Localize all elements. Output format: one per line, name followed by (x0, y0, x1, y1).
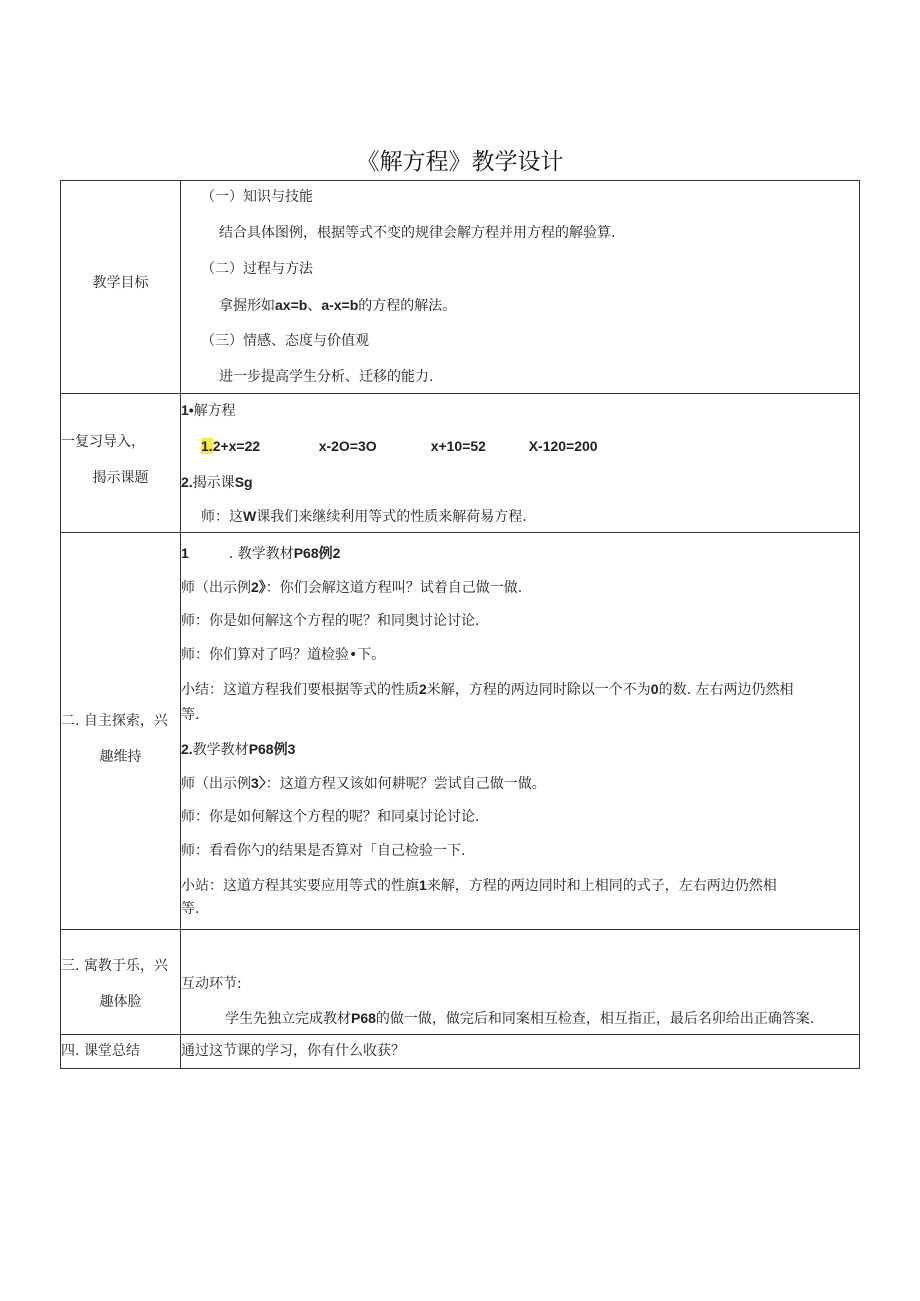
label-review-intro: 一复习导入， 揭示课题 (61, 394, 181, 533)
label-fun-learning: 三. 寓教于乐，兴 趣体脸 (61, 930, 181, 1035)
content-self-exploration (181, 533, 860, 930)
goal-text-2: 拿握形如ax=b、a-x=b的方程的解法。 (219, 297, 457, 314)
explore-line: 2.教学教材P68例3 (181, 741, 296, 758)
goal-heading-1: （一）知识与技能 (201, 189, 313, 205)
document-title: 《解方程》教学设计 (356, 149, 564, 175)
review-line-4: 师：这W课我们来继续利用等式的性质来解荷易方程. (201, 508, 527, 525)
equation: X-120=200 (528, 438, 598, 454)
goal-text-1: 结合具体图例，根据等式不变的规律会解方程并用方程的解验算. (219, 225, 616, 241)
explore-line: 师：你们算对了吗？道检验•下。 (181, 647, 386, 663)
explore-line: 师：你是如何解这个方程的呢？和同奥讨论讨论. (181, 613, 480, 629)
content-teaching-goals (181, 181, 860, 394)
label-teaching-goals: 教学目标 (61, 181, 181, 394)
row-review-intro (61, 394, 860, 533)
label-self-exploration: 二. 自主探索，兴 趣维持 (61, 533, 181, 930)
row-class-summary (61, 1035, 860, 1069)
explore-line: 师（出示例2》：你们会解这道方程叫？试着自己做一做. (181, 579, 523, 596)
equation: x+10=52 (430, 438, 486, 454)
goal-heading-3: （三）情感、态度与价值观 (201, 333, 369, 349)
equation-marker: 1. (201, 438, 213, 454)
explore-line: 1 . 教学教材P68例2 (181, 545, 341, 562)
review-line-3: 2.揭示课Sg (181, 474, 253, 491)
review-line-1: 1•解方程 (181, 402, 236, 419)
row-teaching-goals (61, 181, 860, 394)
content-class-summary: 通过这节课的学习，你有什么收获？ (181, 1035, 860, 1069)
explore-line: 等. (181, 707, 200, 723)
equation: 2+x=22 (212, 438, 261, 454)
goal-heading-2: （二）过程与方法 (201, 261, 313, 277)
explore-line: 师（出示例3〉：这道方程又该如何耕呢？尝试自己做一做。 (181, 775, 546, 792)
equation: x-2O=3O (318, 438, 377, 454)
explore-line: 小站：这道方程其实要应用等式的性旗1来解，方程的两边同时和上相同的式子，左右两边仍然相 (181, 877, 777, 894)
label-class-summary: 四. 课堂总结 (61, 1035, 181, 1069)
equation-list (181, 430, 859, 462)
content-review-intro (181, 394, 860, 533)
explore-line: 小结：这道方程我们要根据等式的性质2米解，方程的两边同时除以一个不为0的数. 左右两边仍然相 (181, 681, 794, 698)
explore-line: 师：你是如何解这个方程的呢？和同桌讨论讨论. (181, 809, 480, 825)
fun-line-2: 学生先独立完成教材P68的做一做，做完后和同案相互检查，相互指正，最后名卯给出正确答案. (225, 1010, 815, 1027)
fun-line-1: 互动环节: (181, 976, 242, 992)
row-self-exploration (61, 533, 860, 930)
explore-line: 等. (181, 901, 200, 917)
content-fun-learning (181, 930, 860, 1035)
goal-text-3: 进一步提高学生分析、迁移的能力. (219, 369, 434, 385)
lesson-plan-table (60, 180, 860, 1069)
explore-line: 师：看看你勺的结果是否算对「自己检验一下. (181, 843, 466, 859)
row-fun-learning (61, 930, 860, 1035)
